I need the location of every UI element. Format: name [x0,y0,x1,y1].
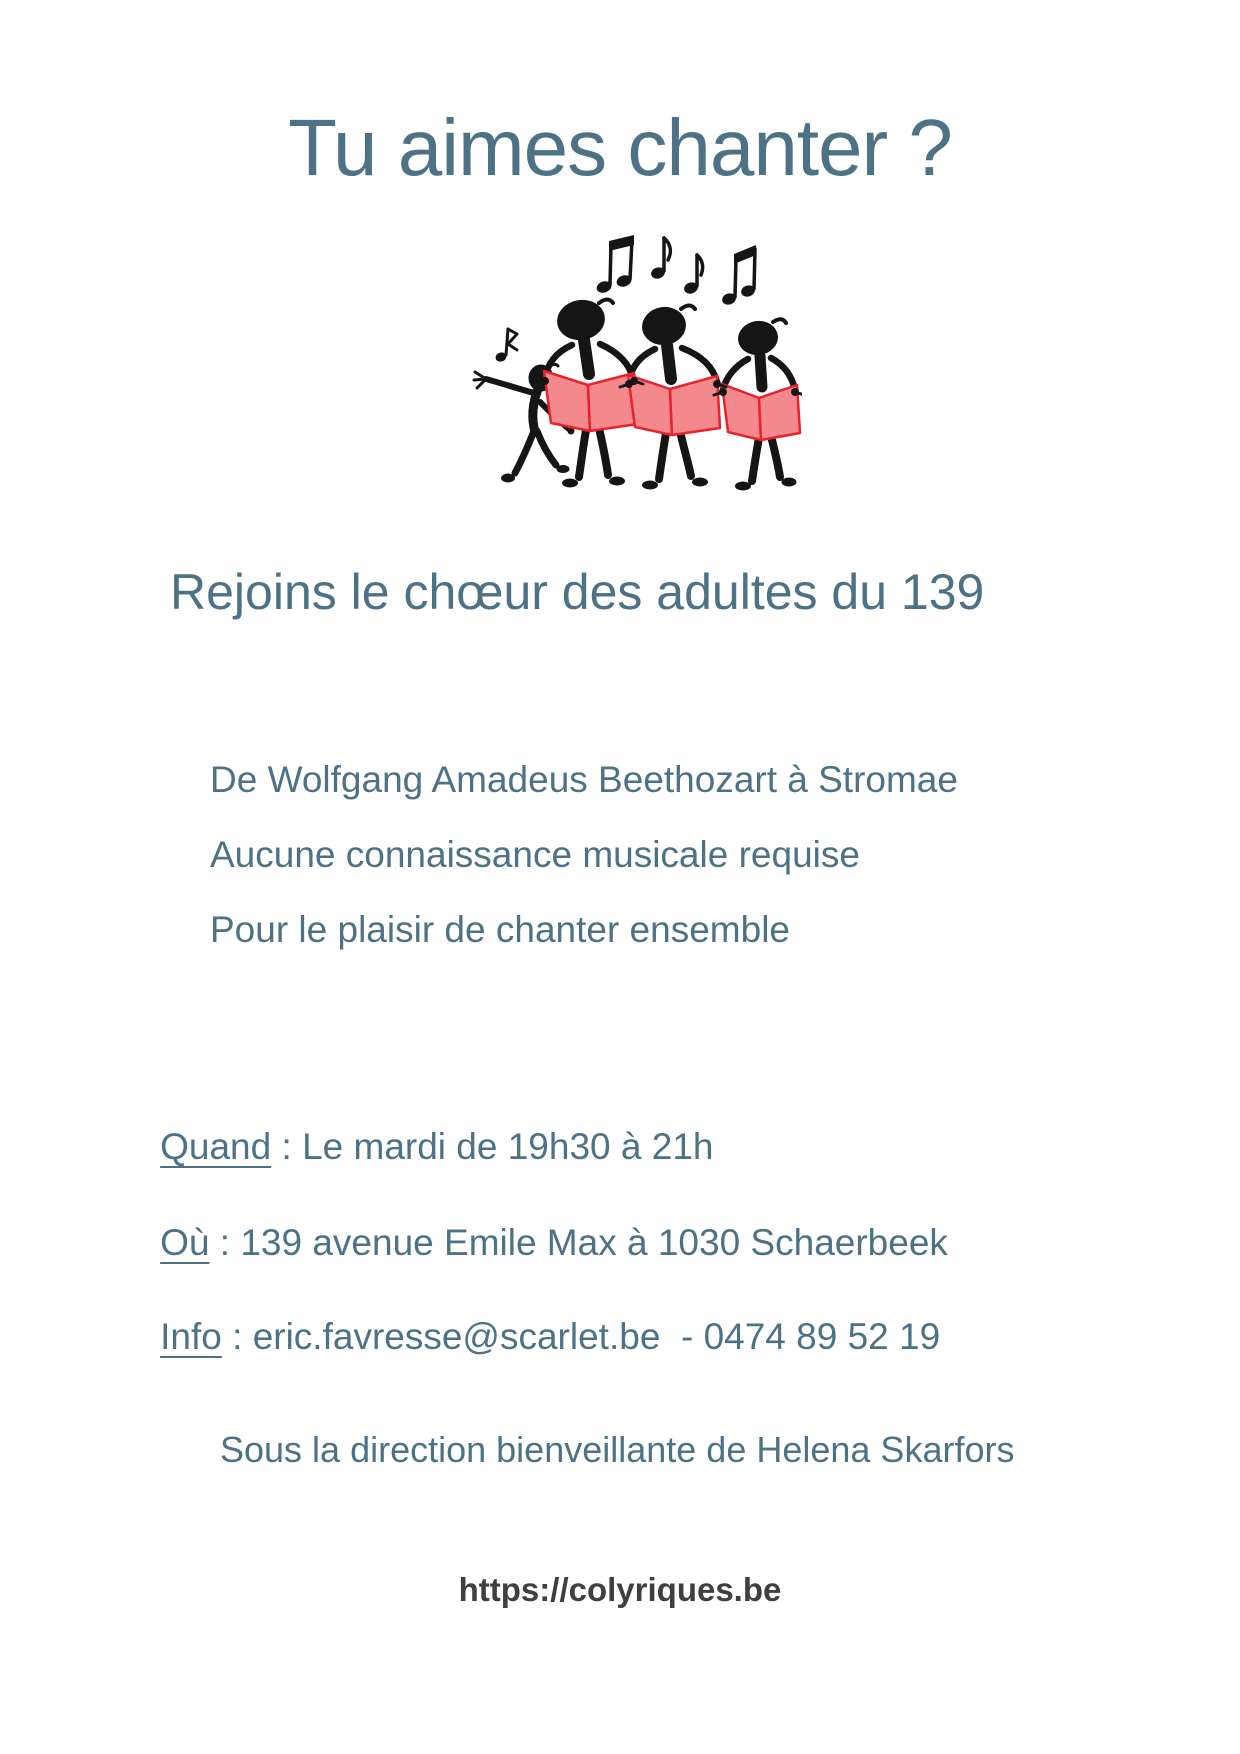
detail-separator: : [209,1222,241,1264]
detail-label-ou: Où [160,1222,210,1264]
detail-value-quand: Le mardi de 19h30 à 21h [302,1126,714,1168]
body-line-no-experience: Aucune connaissance musicale requise [210,834,860,875]
detail-label-info: Info [160,1316,222,1358]
songbook-icon [670,376,720,435]
detail-separator: : [271,1126,303,1168]
website-link[interactable]: https://colyriques.be [458,1571,782,1608]
email-link[interactable]: eric.favresse@scarlet.be [252,1316,661,1358]
detail-separator: : [221,1316,253,1358]
page-title: Tu aimes chanter ? [288,103,952,192]
music-notes [494,235,796,491]
subtitle: Rejoins le chœur des adultes du 139 [170,564,985,620]
songbook-icon [544,371,590,431]
figure-strokes [474,238,795,481]
phone-number: - 0474 89 52 19 [660,1316,941,1358]
body-line-repertoire: De Wolfgang Amadeus Beethozart à Stromae [210,759,958,800]
body-line-pleasure: Pour le plaisir de chanter ensemble [210,909,790,950]
songbook-icon [722,384,761,440]
detail-label-quand: Quand [160,1126,272,1168]
direction-line: Sous la direction bienveillante de Helena Skarfors [220,1429,1015,1470]
choir-illustration [472,232,802,498]
detail-row-info [119,1271,940,1404]
detail-value-ou: 139 avenue Emile Max à 1030 Schaerbeek [240,1222,948,1264]
singer-figure-3 [736,318,780,357]
